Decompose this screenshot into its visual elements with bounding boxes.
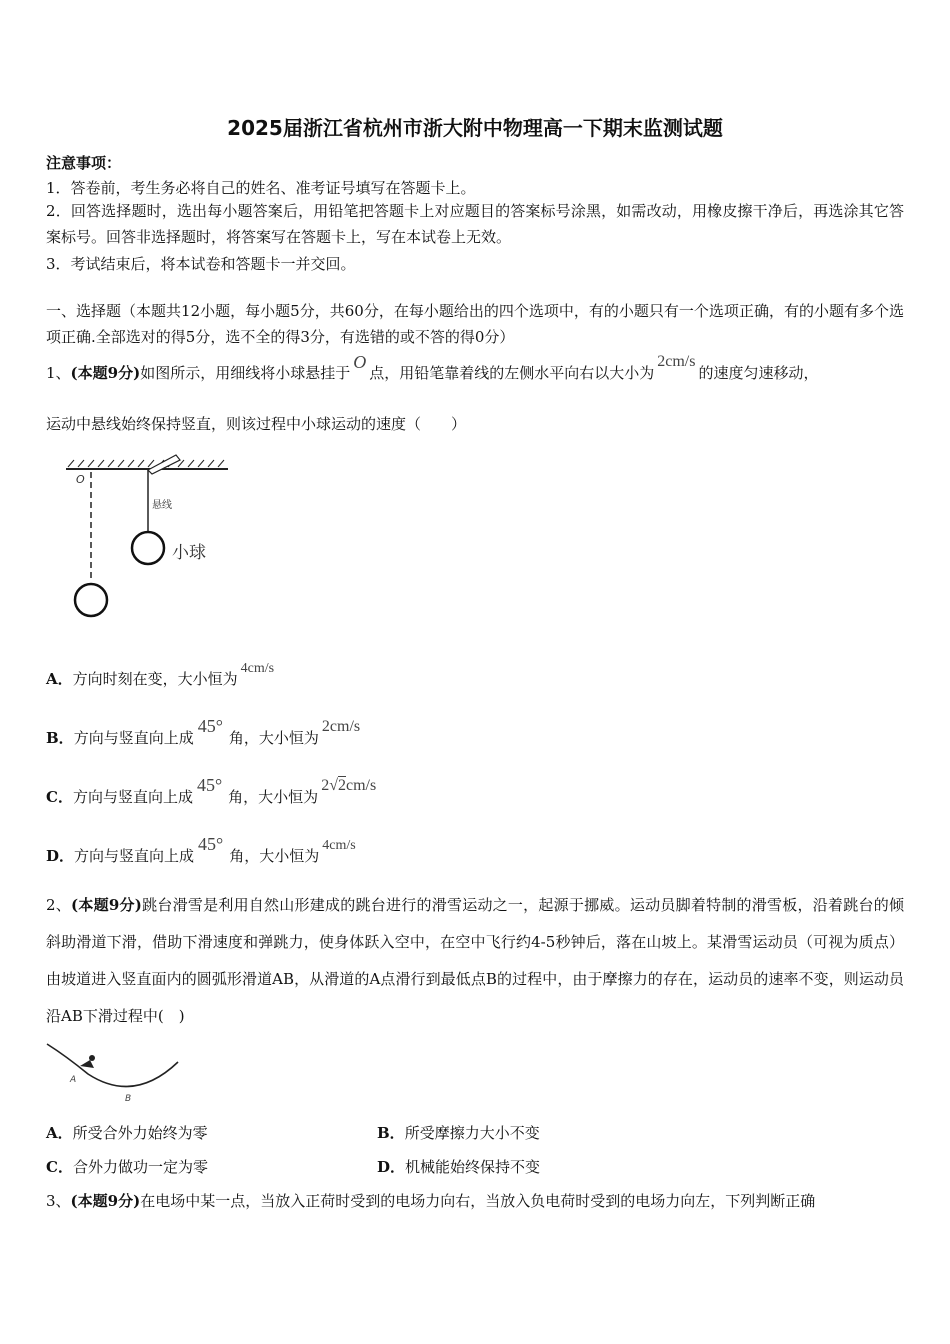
q2-option-a[interactable] [46, 1122, 208, 1143]
sqrt-sign: √ [329, 777, 338, 794]
skier-head [89, 1055, 95, 1061]
q1-point-o: O [353, 352, 367, 372]
fig-label-string: 悬线 [152, 500, 172, 511]
q2-text: 跳台滑雪是利用自然山形建成的跳台进行的滑雪运动之一，起源于挪威。运动员脚着特制的滑雪板，沿着跳台的倾斜助滑道下滑，借助下滑速度和弹跳力，使身体跃入空中，在空中飞行约4-5秒钟后，落在山坡上。某滑雪运动员（可视为质点）由坡道进入竖直面内的圆弧形滑道AB，从滑道的A点滑行到最低点B的过程中，由于摩擦力的存在，运动员的速率不变，则运动员沿AB下滑过程中( ) [46, 896, 904, 1025]
q1-stem-line2: 运动中悬线始终保持竖直，则该过程中小球运动的速度（ ） [46, 415, 467, 433]
q3-points: (本题9分) [70, 1192, 141, 1210]
fig-label-a: A [70, 1075, 77, 1085]
option-letter: D． [377, 1158, 406, 1176]
option-text: 方向与竖直向上成 [72, 788, 193, 806]
option-value: 2cm/s [321, 718, 361, 735]
q1-points: (本题9分) [70, 364, 141, 382]
q1-speed: 2cm/s [657, 353, 696, 370]
option-text: 机械能始终保持不变 [405, 1158, 541, 1176]
option-text: 方向与竖直向上成 [73, 729, 194, 747]
option-text: 方向时刻在变，大小恒为 [72, 670, 238, 688]
q1-stem-line1 [46, 352, 819, 383]
option-letter: C． [46, 1158, 73, 1176]
q3-stem [46, 1190, 815, 1211]
option-value-sqrt [321, 777, 376, 794]
fig-label-b: B [125, 1094, 132, 1104]
option-letter: A． [46, 1124, 73, 1142]
q1-pendulum-figure [60, 452, 260, 624]
notice-item-2: 2．回答选择题时，选出每小题答案后，用铅笔把答题卡上对应题目的答案标号涂黑，如需改动，用橡皮擦干净后，再选涂其它答案标号。回答非选择题时，将答案写在答题卡上，写在本试卷上无效。 [46, 202, 904, 246]
q2-stem [46, 887, 904, 1035]
q2-option-b[interactable] [377, 1122, 540, 1143]
q1-text-b: 点，用铅笔靠着线的左侧水平向右以大小为 [369, 364, 655, 382]
option-text: 所受合外力始终为零 [72, 1124, 208, 1142]
q2-option-d[interactable] [377, 1156, 540, 1177]
option-text: 角，大小恒为 [229, 847, 320, 865]
option-angle: 45° [196, 775, 223, 795]
option-angle: 45° [197, 716, 223, 736]
option-letter: B． [377, 1124, 405, 1142]
q3-text: 在电场中某一点，当放入正荷时受到的电场力向右，当放入负电荷时受到的电场力向左，下列判断正确 [140, 1192, 816, 1210]
pencil-icon [148, 455, 180, 474]
sqrt-radicand: 2 [337, 777, 346, 794]
q2-option-c[interactable] [46, 1156, 208, 1177]
q1-text-a: 如图所示，用细线将小球悬挂于 [140, 364, 351, 382]
option-letter: A． [46, 670, 73, 688]
q1-option-a[interactable] [46, 661, 275, 689]
fig-label-ball: 小球 [172, 543, 206, 563]
q1-option-b[interactable] [46, 716, 361, 748]
sqrt-coefficient: 2 [321, 777, 330, 794]
option-letter: D． [46, 847, 75, 865]
option-letter: C． [46, 788, 73, 806]
q1-option-d[interactable] [46, 834, 356, 866]
notice-heading: 注意事项： [46, 154, 122, 172]
q1-option-c[interactable] [46, 775, 377, 807]
option-value: 4cm/s [240, 661, 275, 676]
skier-icon [80, 1060, 94, 1068]
q2-slope-figure [44, 1040, 184, 1104]
q2-points: (本题9分) [71, 896, 142, 914]
option-text: 角，大小恒为 [228, 788, 319, 806]
option-text: 方向与竖直向上成 [74, 847, 195, 865]
arc-track [47, 1044, 178, 1087]
q2-number: 2、 [46, 896, 72, 914]
section-heading: 一、选择题（本题共12小题，每小题5分，共60分，在每小题给出的四个选项中，有的小题只有一个选项正确，有的小题有多个选项正确.全部选对的得5分，选不全的得3分，有选错的或不答的得0分） [46, 302, 904, 346]
q1-number: 1、 [46, 364, 71, 382]
fig-label-o: O [76, 473, 85, 486]
q1-text-c: 的速度匀速移动， [698, 364, 819, 382]
option-value: 4cm/s [322, 838, 356, 853]
option-letter: B． [46, 729, 74, 747]
notice-item-1: 1．答卷前，考生务必将自己的姓名、准考证号填写在答题卡上。 [46, 179, 476, 197]
sqrt-unit: cm/s [345, 777, 377, 794]
page-title: 2025届浙江省杭州市浙大附中物理高一下期末监测试题 [227, 116, 723, 140]
option-text: 所受摩擦力大小不变 [404, 1124, 540, 1142]
initial-ball [75, 584, 107, 616]
moved-ball [132, 532, 164, 564]
option-text: 角，大小恒为 [228, 729, 319, 747]
q3-number: 3、 [46, 1192, 71, 1210]
notice-item-3: 3．考试结束后，将本试卷和答题卡一并交回。 [46, 255, 356, 273]
option-angle: 45° [198, 834, 224, 854]
ceiling-hatching [68, 460, 224, 467]
option-text: 合外力做功一定为零 [72, 1158, 208, 1176]
